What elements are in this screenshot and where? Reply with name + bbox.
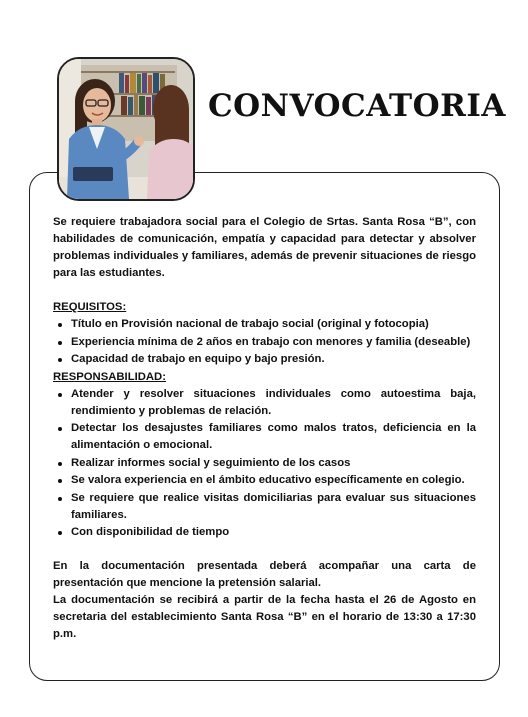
- list-item: Capacidad de trabajo en equipo y bajo presión.: [53, 351, 476, 368]
- list-item: Se valora experiencia en el ámbito educativo específicamente en colegio.: [53, 472, 476, 489]
- document-body: [53, 214, 476, 643]
- responsabilidad-list: [53, 386, 476, 542]
- header-photo: [57, 57, 195, 201]
- responsabilidad-heading: RESPONSABILIDAD:: [53, 370, 166, 383]
- list-item: Título en Provisión nacional de trabajo social (original y fotocopia): [53, 316, 476, 333]
- intro-paragraph: Se requiere trabajadora social para el Colegio de Srtas. Santa Rosa “B”, con habilidades de comunicación, empatía y capacidad para detectar y absolver problemas individuales y familiares, además de prevenir situaciones de riesgo para las estudiantes.: [53, 216, 476, 279]
- list-item: Atender y resolver situaciones individuales como autoestima baja, rendimiento y problemas de relación.: [53, 386, 476, 420]
- page-title: CONVOCATORIA: [208, 88, 506, 124]
- list-item: Con disponibilidad de tiempo: [53, 524, 476, 541]
- list-item: Realizar informes social y seguimiento de los casos: [53, 455, 476, 472]
- list-item: Se requiere que realice visitas domiciliarias para evaluar sus situaciones familiares.: [53, 490, 476, 524]
- list-item: Detectar los desajustes familiares como malos tratos, deficiencia en la alimentación o emocional.: [53, 420, 476, 454]
- list-item: Experiencia mínima de 2 años en trabajo con menores y familia (deseable): [53, 334, 476, 351]
- closing-paragraph-1: En la documentación presentada deberá acompañar una carta de presentación que mencione la pretensión salarial.: [53, 560, 476, 589]
- requisitos-heading: REQUISITOS:: [53, 301, 127, 313]
- requisitos-list: [53, 316, 476, 368]
- closing-paragraph-2: La documentación se recibirá a partir de la fecha hasta el 26 de Agosto en secretaria del establecimiento Santa Rosa “B” en el horario de 13:30 a 17:30 p.m.: [53, 594, 476, 640]
